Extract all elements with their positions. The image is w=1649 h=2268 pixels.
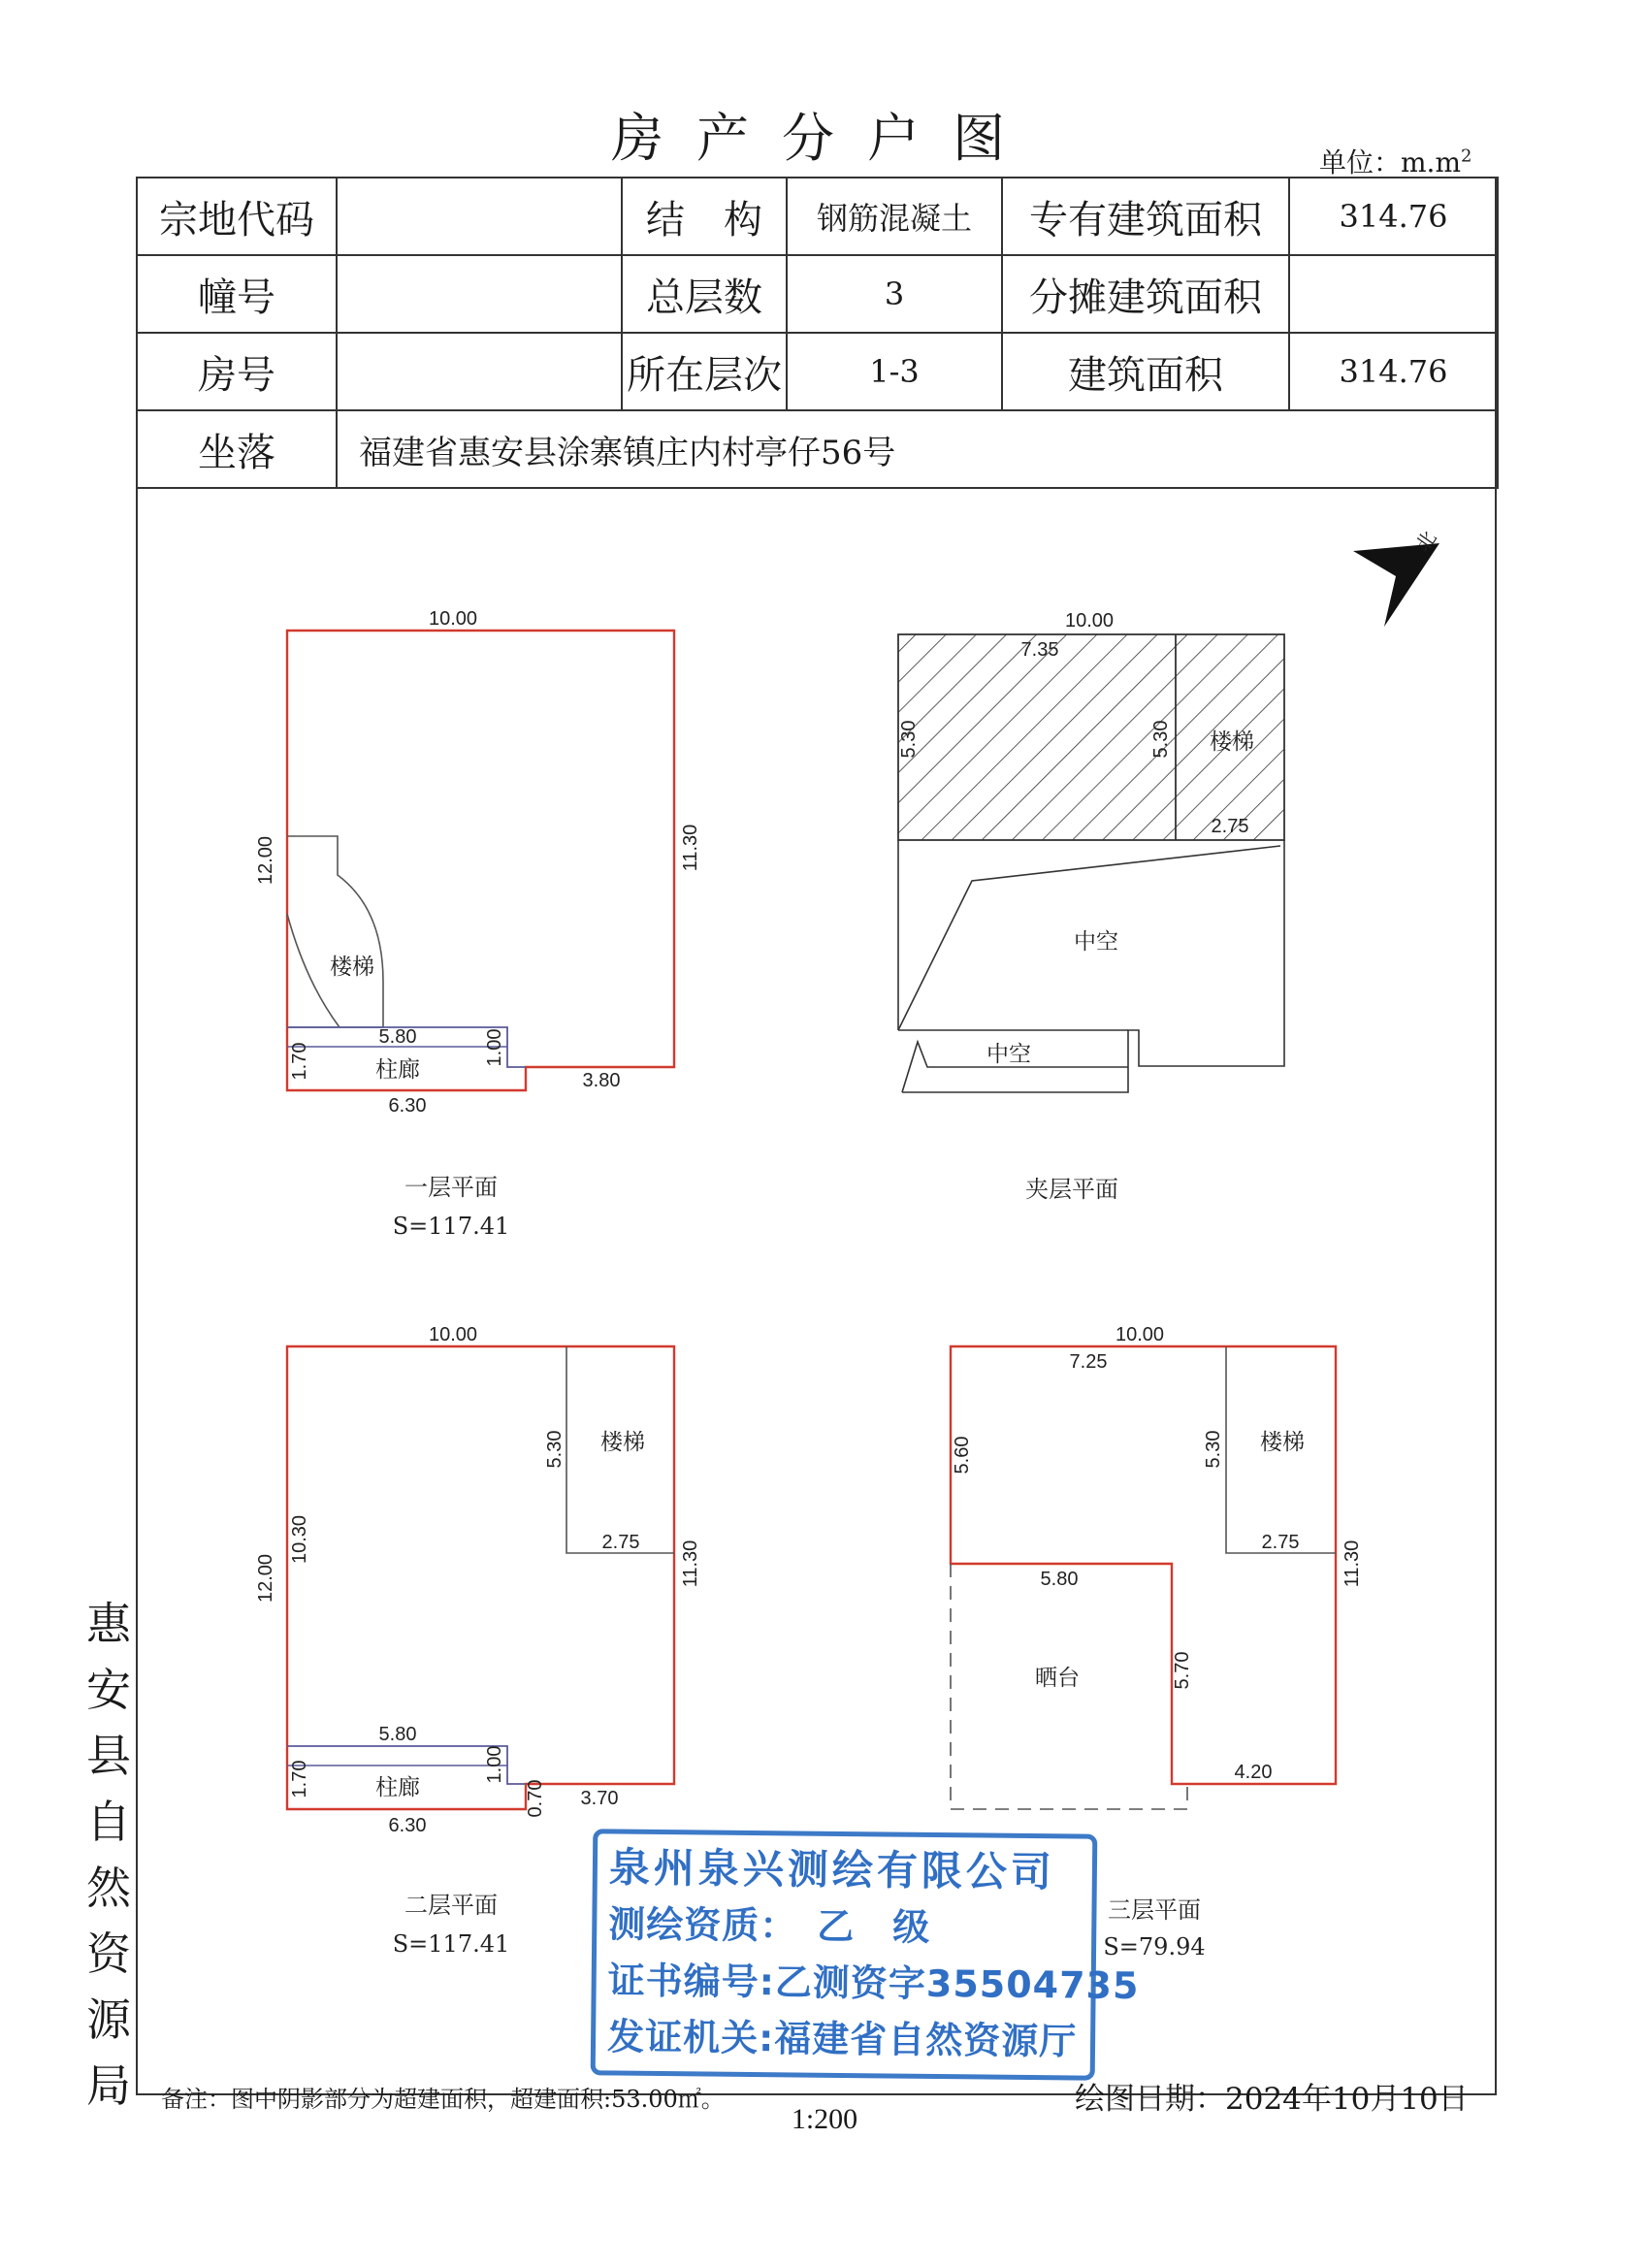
floor2-plan [287,1346,674,1809]
f3-dim-right: 11.30 [1342,1539,1363,1588]
floor-range-value: 1-3 [787,333,1002,410]
mz-room-void-2: 中空 [986,1042,1031,1067]
f1-dim-porch-width: 5.80 [378,1026,417,1048]
f3-dim-terrace-width: 5.80 [1040,1569,1079,1590]
total-floors-label: 总层数 [622,255,787,333]
f2-dim-left-inner: 10.30 [289,1514,310,1565]
f2-dim-stair-width: 2.75 [601,1532,640,1553]
f2-dim-step: 1.00 [484,1745,505,1784]
f3-dim-bottom: 4.20 [1234,1762,1273,1783]
draw-date: 绘图日期：2024年10月10日 [1075,2082,1469,2117]
f1-room-porch: 柱廊 [375,1057,420,1083]
structure-value: 钢筋混凝土 [787,178,1002,255]
unit-label [1319,142,1471,180]
north-label: 北 [1412,527,1441,556]
f3-dim-terrace-depth: 5.70 [1172,1651,1193,1690]
side-authority-text [80,1591,138,2119]
side-char: 惠 [86,1598,131,1650]
f2-dim-stair-depth: 5.30 [544,1430,566,1469]
f3-caption: 三层平面 [1108,1896,1201,1924]
f2-dim-bottom-left: 6.30 [388,1815,427,1836]
building-no-label: 幢号 [137,255,337,333]
remark-note: 备注：图中阴影部分为超建面积，超建面积:53.00㎡。 [161,2086,725,2113]
f1-area: S=117.41 [392,1213,510,1240]
f3-dim-left: 5.60 [952,1436,973,1474]
f3-dim-top-inner: 7.25 [1069,1351,1108,1373]
exclusive-area-value: 314.76 [1289,178,1498,255]
f3-dim-top: 10.00 [1115,1324,1165,1345]
mz-room-void-1: 中空 [1074,929,1118,955]
f3-area: S=79.94 [1103,1933,1206,1960]
f2-dim-left: 12.00 [255,1553,276,1604]
stamp-certificate: 证书编号:乙测资字35504735 [607,1959,1140,2008]
floor1-plan [287,631,674,1090]
mz-dim-mid: 5.30 [1150,720,1172,759]
f3-dim-stair-depth: 5.30 [1203,1430,1224,1469]
location-value: 福建省惠安县涂寨镇庄内村亭仔56号 [337,410,1498,488]
f1-dim-right: 11.30 [680,824,701,872]
side-char: 县 [86,1730,131,1782]
side-char: 源 [86,1993,131,2046]
room-no-label: 房号 [137,333,337,410]
floor3-plan [951,1346,1336,1809]
mz-caption: 夹层平面 [1025,1176,1118,1203]
mz-dim-top: 10.00 [1064,610,1115,632]
north-arrow-icon [1353,543,1439,627]
f3-room-terrace: 晒台 [1035,1666,1080,1691]
stamp-issuer: 发证机关:福建省自然资源厅 [606,2015,1078,2063]
f2-dim-porch-width: 5.80 [378,1724,417,1745]
f2-dim-right: 11.30 [680,1539,701,1588]
f2-dim-top: 10.00 [428,1324,478,1345]
mz-room-stairs: 楼梯 [1210,729,1254,755]
side-char: 安 [86,1664,131,1716]
f2-room-porch: 柱廊 [375,1775,420,1800]
f2-area: S=117.41 [392,1930,510,1958]
f1-dim-bottom-right: 3.80 [582,1070,621,1091]
total-floors-value: 3 [787,255,1002,333]
exclusive-area-label: 专有建筑面积 [1002,178,1289,255]
f2-room-stairs: 楼梯 [600,1430,645,1455]
building-area-label: 建筑面积 [1002,333,1289,410]
structure-label: 结 构 [622,178,787,255]
f1-dim-step: 1.00 [484,1028,505,1067]
side-char: 然 [86,1862,131,1914]
floor-plans-drawing [136,177,1497,2095]
f1-dim-bottom-left: 6.30 [388,1095,427,1117]
f2-caption: 二层平面 [404,1892,498,1919]
mz-dim-stair: 2.75 [1211,816,1249,837]
unit-sup: 2 [1461,146,1472,167]
f1-dim-left: 12.00 [255,835,276,886]
stamp-qualification: 测绘资质： 乙 级 [608,1902,931,1949]
surveyor-stamp [591,1829,1140,2080]
f3-dim-stair-width: 2.75 [1261,1532,1300,1553]
mezzanine-plan [898,634,1284,1092]
f1-dim-porch-depth: 1.70 [289,1042,310,1081]
mz-dim-hatch-width: 7.35 [1020,639,1059,661]
scale-label: 1:200 [791,2103,858,2135]
side-char: 自 [86,1796,131,1848]
building-area-value: 314.76 [1289,333,1498,410]
location-label: 坐落 [137,410,337,488]
side-char: 资 [86,1928,131,1980]
f1-room-stairs: 楼梯 [330,955,374,980]
f1-dim-top: 10.00 [428,608,478,630]
f2-dim-porch-depth: 1.70 [289,1760,310,1798]
shared-area-label: 分摊建筑面积 [1002,255,1289,333]
f1-caption: 一层平面 [404,1174,498,1201]
page-title: 房产分户图 [611,108,1038,169]
unit-text: 单位：m.m [1319,146,1462,178]
floor-range-label: 所在层次 [622,333,787,410]
f2-dim-bottom-right: 3.70 [580,1788,619,1809]
f2-dim-step-2: 0.70 [525,1779,546,1818]
mz-dim-left: 5.30 [898,720,920,759]
parcel-code-label: 宗地代码 [137,178,337,255]
stamp-company: 泉州泉兴测绘有限公司 [608,1843,1056,1896]
f3-room-stairs: 楼梯 [1260,1430,1305,1455]
side-char: 局 [86,2059,131,2112]
